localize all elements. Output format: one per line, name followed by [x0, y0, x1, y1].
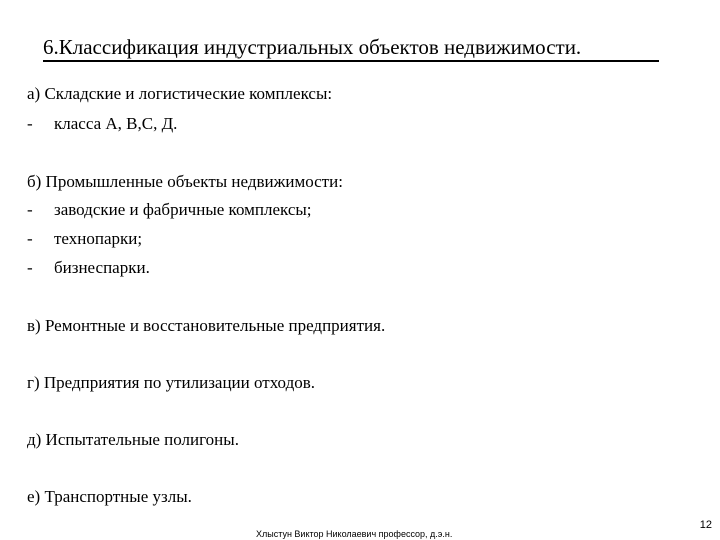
bullet-dash: -: [27, 114, 33, 133]
bullet-dash: -: [27, 229, 33, 248]
bullet-dash: -: [27, 258, 33, 277]
title-underline: [43, 60, 659, 62]
list-item: бизнеспарки.: [54, 258, 150, 277]
list-item: заводские и фабричные комплексы;: [54, 200, 312, 219]
page-number: 12: [699, 519, 712, 531]
list-item: класса А, В,С, Д.: [54, 114, 178, 133]
bullet-dash: -: [27, 200, 33, 219]
section-heading-e: е) Транспортные узлы.: [27, 487, 192, 506]
list-item: технопарки;: [54, 229, 143, 248]
section-heading-d: д) Испытательные полигоны.: [27, 430, 239, 449]
slide-title: 6.Классификация индустриальных объектов недвижимости.: [43, 35, 582, 59]
section-heading-b: б) Промышленные объекты недвижимости:: [27, 172, 343, 191]
footer-author: Хлыстун Виктор Николаевич профессор, д.э.н.: [256, 529, 453, 539]
section-heading-a: а) Складские и логистические комплексы:: [27, 84, 333, 103]
section-heading-v: в) Ремонтные и восстановительные предприятия.: [27, 316, 386, 335]
section-heading-g: г) Предприятия по утилизации отходов.: [27, 373, 315, 392]
